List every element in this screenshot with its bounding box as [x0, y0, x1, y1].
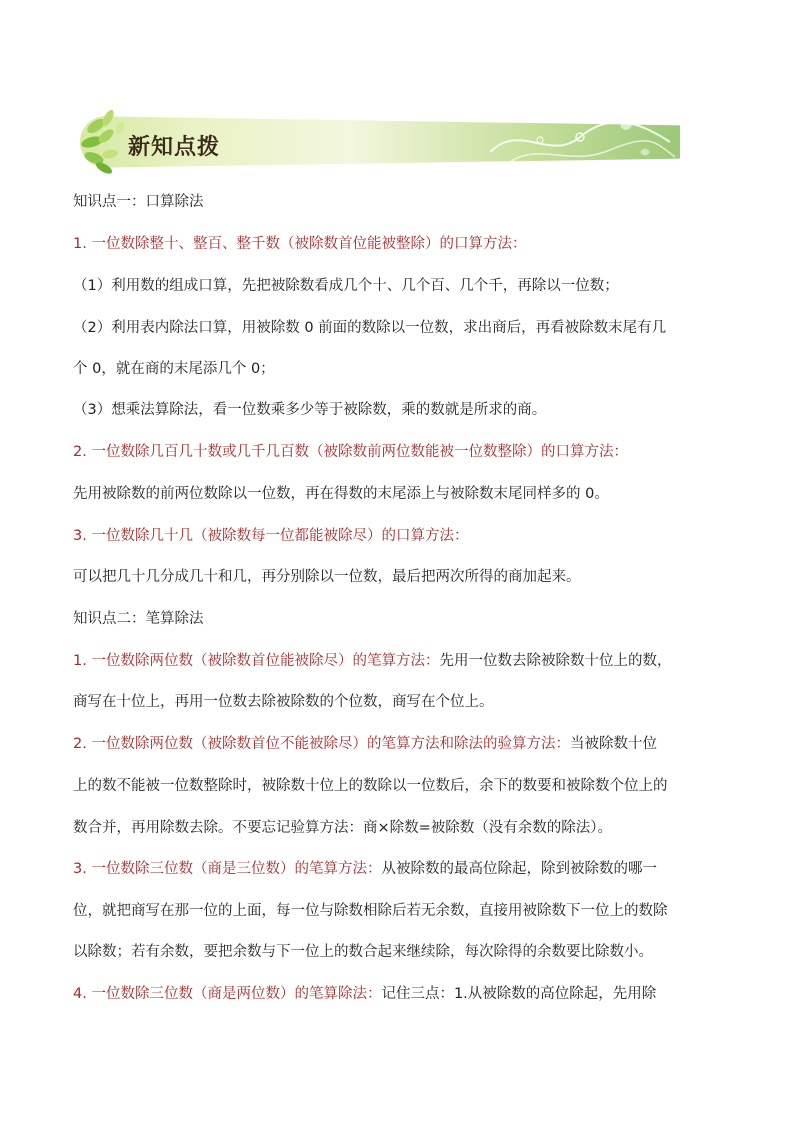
point-3-body: 可以把几十几分成几十和几，再分别除以一位数，最后把两次所得的商加起来。 [73, 569, 581, 585]
written-1-line1 [73, 651, 671, 671]
written-4-tail: 记住三点：1.从被除数的高位除起，先用除 [381, 986, 657, 1002]
written-1-line2: 商写在十位上，再用一位数去除被除数的个位数，商写在个位上。 [73, 694, 494, 710]
written-2-line3: 数合并，再用除数去除。不要忘记验算方法：商×除数=被除数（没有余数的除法）。 [73, 820, 613, 836]
written-3-heading: 3. 一位数除三位数（商是三位数）的笔算方法： [73, 861, 382, 877]
point-2-body: 先用被除数的前两位数除以一位数，再在得数的末尾添上与被除数末尾同样多的 0。 [73, 486, 609, 502]
swirl-decoration-icon [480, 112, 680, 172]
written-2-tail: 当被除数十位 [569, 736, 657, 752]
knowledge-point-1-title: 知识点一：口算除法 [73, 194, 204, 210]
written-1-heading: 1. 一位数除两位数（被除数首位能被除尽）的笔算方法： [73, 653, 440, 669]
point-1-method-b-line2: 个 0，就在商的末尾添几个 0； [73, 361, 275, 377]
point-1-method-c: （3）想乘法算除法，看一位数乘多少等于被除数，乘的数就是所求的商。 [73, 402, 547, 418]
point-2-heading: 2. 一位数除几百几十数或几千几百数（被除数前两位数能被一位数整除）的口算方法： [73, 444, 628, 460]
written-3-line1 [73, 859, 657, 879]
point-1-heading: 1. 一位数除整十、整百、整千数（被除数首位能被整除）的口算方法： [73, 236, 527, 252]
written-4-line1 [73, 984, 656, 1004]
written-2-heading: 2. 一位数除两位数（被除数首位不能被除尽）的笔算方法和除法的验算方法： [73, 736, 570, 752]
written-3-tail: 从被除数的最高位除起，除到被除数的哪一 [381, 861, 657, 877]
point-3-heading: 3. 一位数除几十几（被除数每一位都能被除尽）的口算方法： [73, 528, 469, 544]
knowledge-point-2-title: 知识点二：笔算除法 [73, 611, 204, 627]
written-3-line3: 以除数；若有余数，要把余数与下一位上的数合起来继续除，每次除得的余数要比除数小。 [73, 944, 653, 960]
written-2-line2: 上的数不能被一位数整除时，被除数十位上的数除以一位数后，余下的数要和被除数个位上的 [73, 778, 668, 794]
written-2-line1 [73, 734, 657, 754]
section-banner [80, 108, 692, 176]
point-1-method-a: （1）利用数的组成口算，先把被除数看成几个十、几个百、几个千，再除以一位数； [73, 278, 619, 294]
written-4-heading: 4. 一位数除三位数（商是两位数）的笔算除法： [73, 986, 382, 1002]
written-1-tail: 先用一位数去除被除数十位上的数， [439, 653, 672, 669]
banner-title: 新知点拨 [128, 135, 221, 160]
point-1-method-b-line1: （2）利用表内除法口算，用被除数 0 前面的数除以一位数，求出商后，再看被除数末尾有几 [73, 320, 667, 336]
written-3-line2: 位，就把商写在那一位的上面，每一位与除数相除后若无余数，直接用被除数下一位上的数除 [73, 903, 668, 919]
